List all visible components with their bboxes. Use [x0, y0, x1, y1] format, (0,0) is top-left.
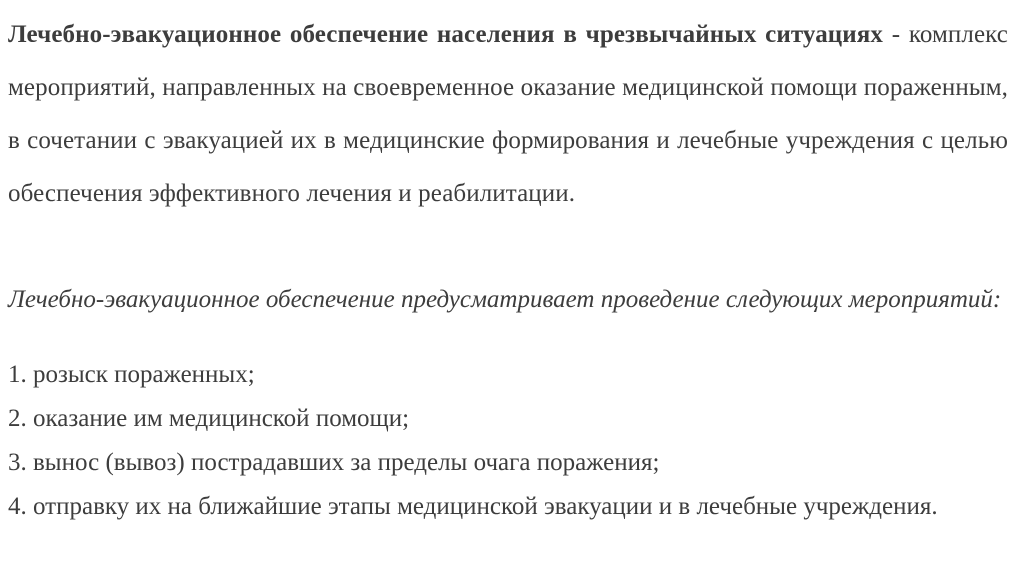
list-item: 1. розыск пораженных; [8, 361, 255, 388]
definition-separator: - [883, 21, 909, 48]
definition-term: Лечебно-эвакуационное обеспечение населения в чрезвычайных ситуациях [8, 21, 884, 48]
definition-text: комплекс мероприятий, направленных на своевременное оказание медицинской помощи пораженным, в сочетании с эвакуацией их в медицинские формирования и лечебные учреждения с целью обеспечения эффективного лечения и реабилитации. [8, 21, 1008, 207]
list-item: 3. вынос (вывоз) пострадавших за пределы очага поражения; [8, 449, 660, 476]
list-item: 4. отправку их на ближайшие этапы медицинской эвакуации и в лечебные учреждения. [8, 493, 938, 520]
measures-list [8, 361, 1013, 520]
definition-paragraph [8, 8, 1008, 220]
measures-intro: Лечебно-эвакуационное обеспечение предусматривает проведение следующих мероприятий: [8, 286, 1002, 313]
list-item: 2. оказание им медицинской помощи; [8, 405, 410, 432]
